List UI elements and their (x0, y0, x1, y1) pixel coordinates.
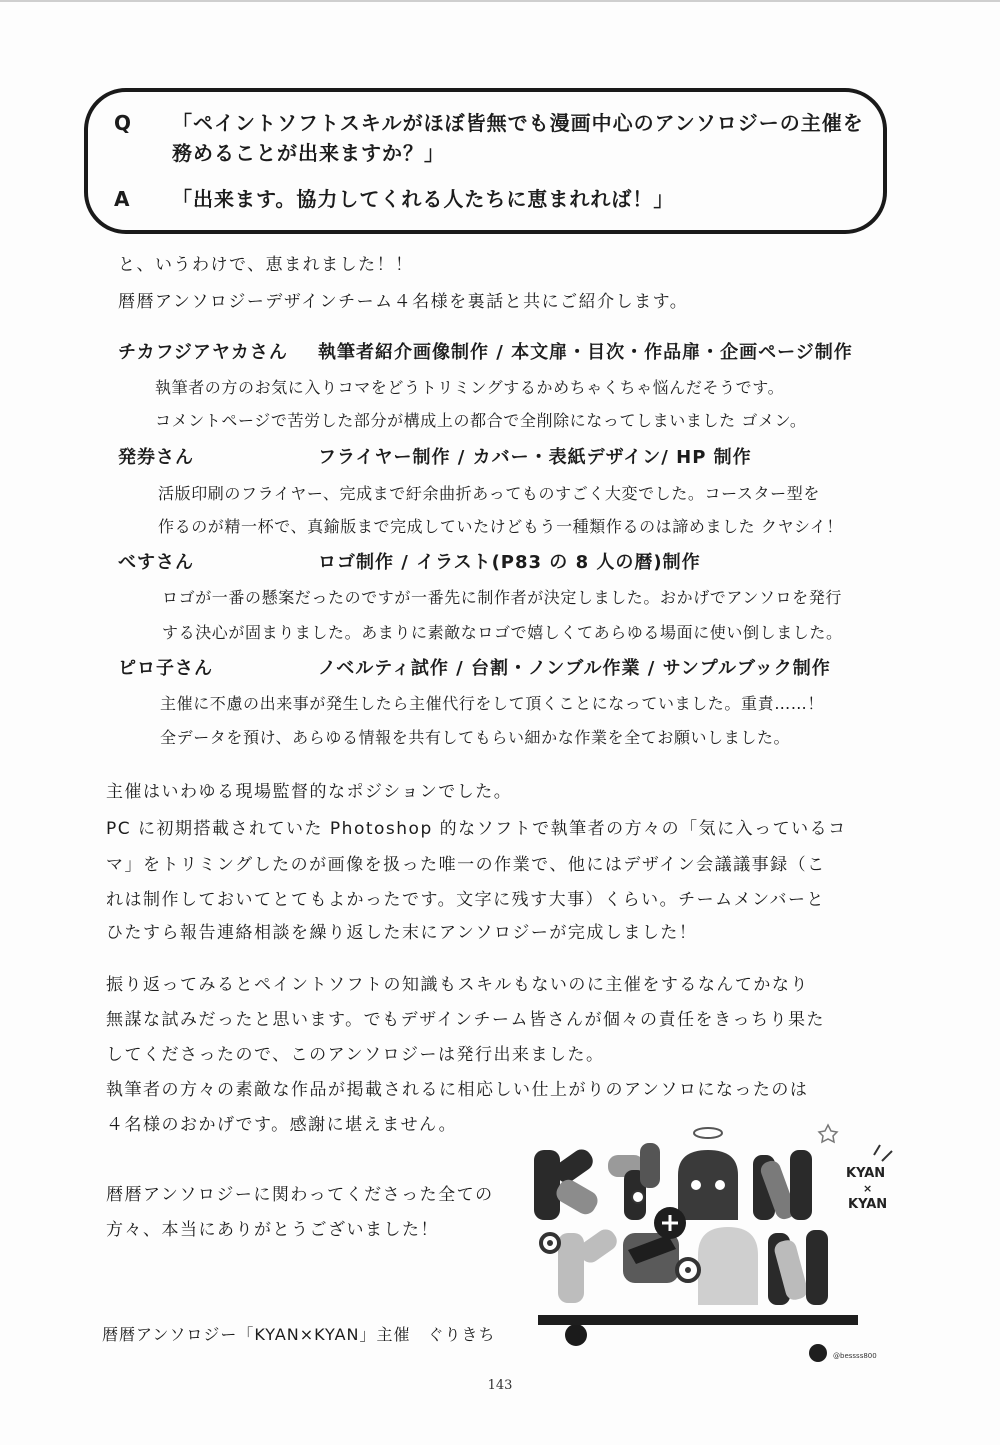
member-name: べすさん (118, 552, 194, 573)
body-line: ４名様のおかげです。感謝に堪えません。 (106, 1115, 458, 1135)
body-line: ひたすら報告連絡相談を繰り返した末にアンソロジーが完成しました！ (106, 923, 698, 943)
thanks-line: 方々、本当にありがとうございました！ (106, 1220, 439, 1240)
thanks-line: 暦暦アンソロジーに関わってくださった全ての (106, 1185, 494, 1205)
question-key: Q (114, 111, 132, 135)
member-role: フライヤー制作 / カバー・表紙デザイン/ HP 制作 (318, 447, 752, 468)
member-role: ロゴ制作 / イラスト(P83 の 8 人の暦)制作 (318, 552, 701, 573)
body-line: してくださったので、このアンソロジーは発行出来ました。 (106, 1045, 605, 1065)
body-line: れは制作しておいてとてもよかったです。文字に残す大事）くらい。チームメンバーと (106, 890, 825, 910)
answer-key: A (114, 187, 130, 211)
question-text: 「ペイントソフトスキルがほぼ皆無でも漫画中心のアンソロジーの主催を務めることが出来ますか？」 (172, 111, 864, 165)
logo-small-text: KYAN (846, 1166, 886, 1181)
member-comment: 主催に不慮の出来事が発生したら主催代行をして頂くことになっていました。重責……！ (160, 694, 825, 713)
member-comment: ロゴが一番の懸案だったのですが一番先に制作者が決定しました。おかげでアンソロを発行 (162, 588, 842, 607)
intro-line: 暦暦アンソロジーデザインチーム４名様を裏話と共にご紹介します。 (118, 292, 689, 312)
signature: 暦暦アンソロジー「KYAN×KYAN」主催 ぐりきち (102, 1325, 496, 1344)
member-comment: 全データを預け、あらゆる情報を共有してもらい細かな作業を全てお願いしました。 (160, 728, 791, 747)
member-name: ピロ子さん (118, 658, 213, 679)
body-line: 無謀な試みだったと思います。でもデザインチーム皆さんが個々の責任をきっちり果た (106, 1010, 825, 1030)
member-comment: する決心が固まりました。あまりに素敵なロゴで嬉しくてあらゆる場面に使い倒しました。 (162, 623, 843, 642)
kyan-kyan-logo (528, 1115, 898, 1365)
answer-text: 「出来ます。協力してくれる人たちに恵まれれば！」 (172, 187, 675, 211)
member-role: ノベルティ試作 / 台割・ノンブル作業 / サンプルブック制作 (318, 658, 831, 679)
member-role: 執筆者紹介画像制作 / 本文扉・目次・作品扉・企画ページ制作 (318, 342, 853, 363)
body-line: マ」をトリミングしたのが画像を扱った唯一の作業で、他にはデザイン会議議事録（こ (106, 855, 826, 875)
intro-line: と、いうわけで、恵まれました！！ (118, 255, 414, 275)
body-line: 執筆者の方々の素敵な作品が掲載されるに相応しい仕上がりのアンソロになったのは (106, 1080, 809, 1100)
body-line: 振り返ってみるとペイントソフトの知識もスキルもないのに主催をするなんてかなり (106, 975, 809, 995)
member-comment: 執筆者の方のお気に入りコマをどうトリミングするかめちゃくちゃ悩んだそうです。 (155, 378, 785, 397)
body-line: 主催はいわゆる現場監督的なポジションでした。 (106, 782, 513, 802)
member-name: 発券さん (118, 447, 194, 468)
logo-credit: @bessss800 (833, 1352, 877, 1360)
logo-small-text: KYAN (848, 1197, 888, 1212)
page-number: 143 (487, 1378, 513, 1393)
qa-box (84, 88, 887, 234)
logo-small-text: × (863, 1182, 873, 1195)
member-name: チカフジアヤカさん (118, 342, 288, 363)
member-comment: 作るのが精一杯で、真鍮版まで完成していたけどもう一種類作るのは諦めました クヤシイ！ (158, 517, 844, 536)
body-line: PC に初期搭載されていた Photoshop 的なソフトで執筆者の方々の「気に入っているコ (106, 819, 847, 839)
member-comment: 活版印刷のフライヤー、完成まで紆余曲折あってものすごく大変でした。コースター型を (158, 484, 820, 503)
member-comment: コメントページで苦労した部分が構成上の都合で全削除になってしまいました ゴメン。 (155, 411, 807, 430)
